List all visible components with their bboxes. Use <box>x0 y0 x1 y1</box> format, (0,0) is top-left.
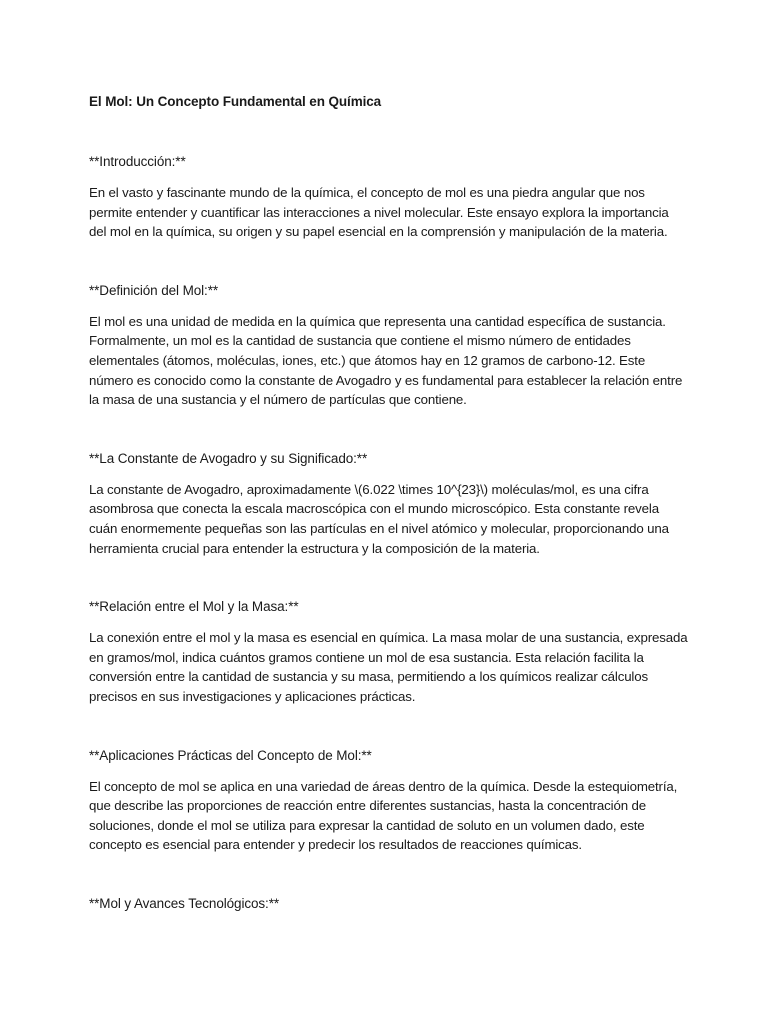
section-heading: **La Constante de Avogadro y su Significado:** <box>89 450 368 466</box>
section-mol-masa <box>89 597 688 706</box>
section-heading: **Relación entre el Mol y la Masa:** <box>89 599 299 615</box>
section-heading: **Mol y Avances Tecnológicos:** <box>89 895 280 911</box>
section-paragraph: La constante de Avogadro, aproximadamente \(6.022 \times 10^{23}\) moléculas/mol, es una cifra asombrosa que conecta la escala macroscópica con el mundo microscópico. Esta constante revela cuán enormemente pequeñas son las partículas en el nivel atómico y molecular, proporcionando una herramienta crucial para entender la estructura y la composición de la materia. <box>89 481 669 556</box>
section-avances <box>89 894 688 914</box>
section-paragraph: En el vasto y fascinante mundo de la química, el concepto de mol es una piedra angular que nos permite entender y cuantificar las interacciones a nivel molecular. Este ensayo explora la importancia del mol en la química, su origen y su papel esencial en la comprensión y manipulación de la materia. <box>89 185 669 240</box>
section-avogadro <box>89 449 688 558</box>
section-definicion <box>89 281 688 410</box>
section-paragraph: El concepto de mol se aplica en una variedad de áreas dentro de la química. Desde la estequiometría, que describe las proporciones de reacción entre diferentes sustancias, hasta la concentración de soluciones, donde el mol se utiliza para expresar la cantidad de soluto en un volumen dado, este concepto es esencial para entender y predecir los resultados de reacciones químicas. <box>89 778 678 853</box>
section-aplicaciones <box>89 746 688 855</box>
section-paragraph: La conexión entre el mol y la masa es esencial en química. La masa molar de una sustancia, expresada en gramos/mol, indica cuántos gramos contiene un mol de esa sustancia. Esta relación facilita la conversión entre la cantidad de sustancia y su masa, permitiendo a los químicos realizar cálculos precisos en sus investigaciones y aplicaciones prácticas. <box>89 630 688 704</box>
section-paragraph: El mol es una unidad de medida en la química que representa una cantidad específica de sustancia. Formalmente, un mol es la cantidad de sustancia que contiene el mismo número de entidades elementales (átomos, moléculas, iones, etc.) que átomos hay en 12 gramos de carbono-12. Este número es conocido como la constante de Avogadro y es fundamental para establecer la relación entre la masa de una sustancia y el número de partículas que contiene. <box>89 313 683 408</box>
section-heading: **Introducción:** <box>89 154 186 169</box>
section-heading: **Aplicaciones Prácticas del Concepto de Mol:** <box>89 747 372 763</box>
section-introduccion <box>89 152 688 242</box>
section-heading: **Definición del Mol:** <box>89 282 219 298</box>
document-title: El Mol: Un Concepto Fundamental en Química <box>89 94 382 109</box>
